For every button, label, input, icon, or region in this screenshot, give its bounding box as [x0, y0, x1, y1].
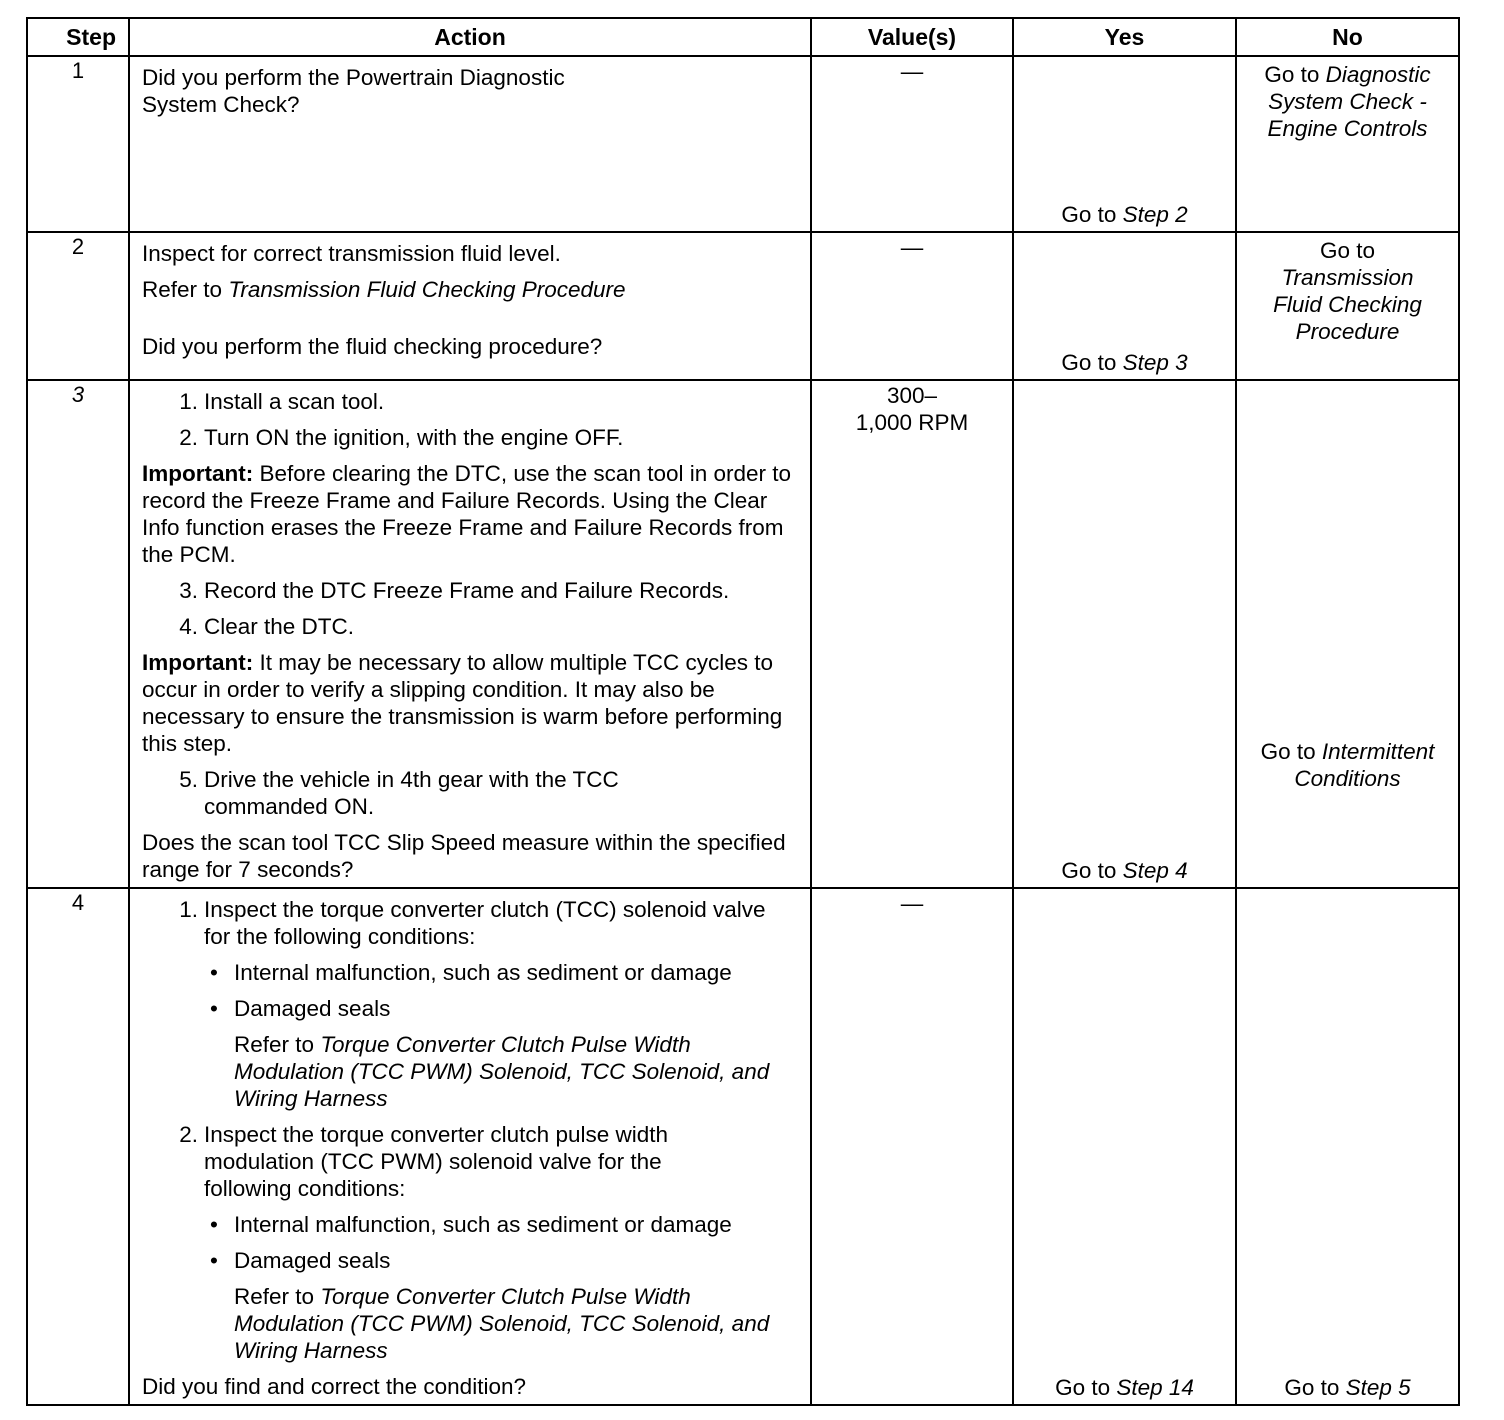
no-link[interactable]: Go to Diagnostic System Check - Engine Controls	[1264, 62, 1431, 141]
table-row	[27, 56, 1459, 232]
action-cell	[129, 56, 811, 232]
step-number: 2	[27, 232, 129, 380]
value-cell: —	[811, 888, 1013, 1405]
no-cell	[1236, 380, 1459, 888]
no-cell	[1236, 888, 1459, 1405]
header-row	[27, 18, 1459, 56]
bullet-item: • Damaged seals	[210, 1248, 391, 1273]
table-row	[27, 888, 1459, 1405]
step-number: 3	[27, 380, 129, 888]
value-cell: —	[811, 56, 1013, 232]
yes-cell	[1013, 888, 1236, 1405]
header-values: Value(s)	[811, 18, 1013, 56]
header-no: No	[1236, 18, 1459, 56]
yes-link[interactable]: Go to Step 14	[1055, 1375, 1194, 1400]
value-cell: —	[811, 232, 1013, 380]
header-step: Step	[27, 18, 129, 56]
list-item: 4. Clear the DTC.	[179, 614, 355, 639]
no-cell	[1236, 232, 1459, 380]
list-item: 1. Inspect the torque converter clutch (TCC) solenoid valve for the following conditions:	[179, 897, 766, 949]
value-max: 1,000 RPM	[855, 410, 969, 435]
list-item: 1. Install a scan tool.	[179, 389, 385, 414]
no-link[interactable]: Go to Intermittent Conditions	[1260, 739, 1435, 791]
diagnostic-table	[26, 17, 1460, 1406]
bullet-item: • Internal malfunction, such as sediment or damage	[210, 1212, 732, 1237]
bullet-item: • Internal malfunction, such as sediment or damage	[210, 960, 732, 985]
important-note: Important: It may be necessary to allow multiple TCC cycles to occur in order to verify a slipping condition. It may also be necessary to ensure the transmission is warm before performing this step.	[142, 650, 783, 756]
yes-cell	[1013, 380, 1236, 888]
list-item: 2. Turn ON the ignition, with the engine OFF.	[179, 425, 624, 450]
yes-link[interactable]: Go to Step 3	[1061, 350, 1188, 375]
action-question: Did you perform the fluid checking procedure?	[142, 334, 603, 359]
action-cell	[129, 380, 811, 888]
yes-link[interactable]: Go to Step 2	[1061, 202, 1188, 227]
list-item: 5. Drive the vehicle in 4th gear with the TCC commanded ON.	[179, 767, 619, 819]
action-text: Inspect for correct transmission fluid level.	[142, 241, 561, 266]
action-cell	[129, 888, 811, 1405]
list-item: 2. Inspect the torque converter clutch pulse width modulation (TCC PWM) solenoid valve for the following conditions:	[179, 1122, 669, 1201]
yes-link[interactable]: Go to Step 4	[1061, 858, 1188, 883]
action-cell	[129, 232, 811, 380]
table-row	[27, 380, 1459, 888]
header-action: Action	[129, 18, 811, 56]
reference-link[interactable]: Refer to Torque Converter Clutch Pulse Width Modulation (TCC PWM) Solenoid, TCC Solenoid, and Wiring Harness	[234, 1032, 770, 1111]
no-cell	[1236, 56, 1459, 232]
action-question: Does the scan tool TCC Slip Speed measure within the specified range for 7 seconds?	[142, 830, 786, 882]
step-number: 1	[27, 56, 129, 232]
yes-cell	[1013, 232, 1236, 380]
value-min: 300–	[886, 383, 938, 408]
action-question: Did you find and correct the condition?	[142, 1374, 526, 1399]
yes-cell	[1013, 56, 1236, 232]
table-row	[27, 232, 1459, 380]
list-item: 3. Record the DTC Freeze Frame and Failure Records.	[179, 578, 730, 603]
important-note: Important: Before clearing the DTC, use the scan tool in order to record the Freeze Frame and Failure Records. Using the Clear Info function erases the Freeze Frame and Failure Records from the PCM.	[142, 461, 792, 567]
bullet-item: • Damaged seals	[210, 996, 391, 1021]
action-question: Did you perform the Powertrain Diagnostic System Check?	[142, 65, 565, 117]
action-reference[interactable]: Refer to Transmission Fluid Checking Procedure	[142, 277, 626, 302]
no-link[interactable]: Go to Transmission Fluid Checking Procedure	[1273, 238, 1422, 344]
step-number: 4	[27, 888, 129, 1405]
value-cell	[811, 380, 1013, 888]
no-link[interactable]: Go to Step 5	[1284, 1375, 1411, 1400]
reference-link[interactable]: Refer to Torque Converter Clutch Pulse Width Modulation (TCC PWM) Solenoid, TCC Solenoid, and Wiring Harness	[234, 1284, 770, 1363]
header-yes: Yes	[1013, 18, 1236, 56]
